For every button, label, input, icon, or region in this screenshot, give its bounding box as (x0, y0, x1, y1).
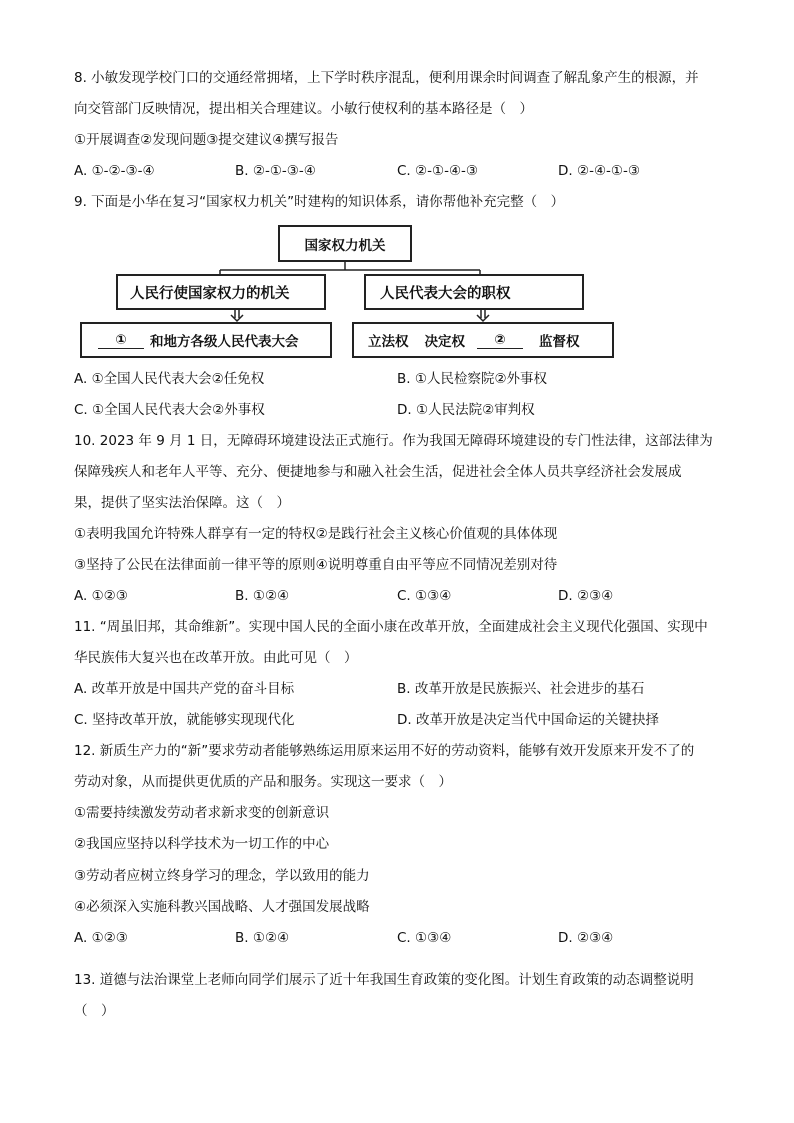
q13-stem-line2: （ ） (74, 1003, 115, 1019)
power-legislative: 立法权 (368, 334, 409, 350)
q10-option-c[interactable]: C. ①③④ (397, 588, 452, 604)
diagram-right-label: 人民代表大会的职权 (380, 285, 511, 302)
q9-option-a[interactable]: A. ①全国人民代表大会②任免权 (74, 371, 265, 387)
q11-option-b[interactable]: B. 改革开放是民族振兴、社会进步的基石 (397, 681, 645, 697)
q8-stem-line2: 向交管部门反映情况，提出相关合理建议。小敏行使权利的基本路径是（ ） (74, 101, 533, 117)
q8-option-c[interactable]: C. ②-①-④-③ (397, 163, 479, 179)
q10-items-line2: ③坚持了公民在法律面前一律平等的原则④说明尊重自由平等应不同情况差别对待 (74, 557, 558, 573)
q12-option-a[interactable]: A. ①②③ (74, 930, 128, 946)
q12-item-4: ④必须深入实施科教兴国战略、人才强国发展战略 (74, 899, 370, 915)
diagram-top-box (278, 225, 412, 262)
knowledge-diagram (70, 222, 630, 362)
q9-stem: 9. 下面是小华在复习“国家权力机关”时建构的知识体系，请你帮他补充完整（ ） (74, 194, 565, 210)
q10-stem-line2: 保障残疾人和老年人平等、充分、便捷地参与和融入社会生活，促进社会全体人员共享经济社会发展成 (74, 464, 682, 480)
q8-stem-line1: 8. 小敏发现学校门口的交通经常拥堵，上下学时秩序混乱，便利用课余时间调查了解乱象产生的根源，并 (74, 70, 699, 86)
q11-option-d[interactable]: D. 改革开放是决定当代中国命运的关键抉择 (397, 712, 659, 728)
q8-option-d[interactable]: D. ②-④-①-③ (558, 163, 641, 179)
blank-2: ② (477, 332, 523, 349)
diagram-bottom-left-box (80, 322, 332, 358)
q11-option-a[interactable]: A. 改革开放是中国共产党的奋斗目标 (74, 681, 295, 697)
q12-option-d[interactable]: D. ②③④ (558, 930, 614, 946)
q8-items: ①开展调查②发现问题③提交建议④撰写报告 (74, 132, 339, 148)
q12-option-b[interactable]: B. ①②④ (235, 930, 290, 946)
q10-option-a[interactable]: A. ①②③ (74, 588, 128, 604)
q9-option-d[interactable]: D. ①人民法院②审判权 (397, 402, 535, 418)
q11-option-c[interactable]: C. 坚持改革开放，就能够实现现代化 (74, 712, 295, 728)
q9-option-c[interactable]: C. ①全国人民代表大会②外事权 (74, 402, 265, 418)
q10-option-d[interactable]: D. ②③④ (558, 588, 614, 604)
q10-stem-line1: 10. 2023 年 9 月 1 日，无障碍环境建设法正式施行。作为我国无障碍环境建设的专门性法律，这部法律为 (74, 433, 713, 449)
q12-item-2: ②我国应坚持以科学技术为一切工作的中心 (74, 836, 330, 852)
power-supervision: 监督权 (539, 334, 580, 350)
q10-option-b[interactable]: B. ①②④ (235, 588, 290, 604)
q12-stem-line1: 12. 新质生产力的“新”要求劳动者能够熟练运用原来运用不好的劳动资料，能够有效开发原来开发不了的 (74, 743, 695, 759)
q11-stem-line2: 华民族伟大复兴也在改革开放。由此可见（ ） (74, 650, 358, 666)
diagram-left-label: 人民行使国家权力的机关 (130, 285, 290, 302)
q10-stem-line3: 果，提供了坚实法治保障。这（ ） (74, 495, 290, 511)
q9-option-b[interactable]: B. ①人民检察院②外事权 (397, 371, 548, 387)
q8-option-b[interactable]: B. ②-①-③-④ (235, 163, 316, 179)
diagram-bottom-left-text: 和地方各级人民代表大会 (150, 334, 299, 350)
diagram-left-box (116, 274, 326, 310)
q12-item-1: ①需要持续激发劳动者求新求变的创新意识 (74, 805, 330, 821)
blank-1: ① (98, 332, 144, 349)
power-decision: 决定权 (424, 334, 465, 350)
q12-stem-line2: 劳动对象，从而提供更优质的产品和服务。实现这一要求（ ） (74, 774, 452, 790)
q8-option-a[interactable]: A. ①-②-③-④ (74, 163, 155, 179)
diagram-bottom-right-box (352, 322, 614, 358)
q11-stem-line1: 11. “周虽旧邦，其命维新”。实现中国人民的全面小康在改革开放，全面建成社会主义现代化强国、实现中 (74, 619, 708, 635)
q10-items-line1: ①表明我国允许特殊人群享有一定的特权②是践行社会主义核心价值观的具体体现 (74, 526, 558, 542)
diagram-top-label: 国家权力机关 (304, 237, 386, 254)
diagram-right-box (364, 274, 584, 310)
q12-item-3: ③劳动者应树立终身学习的理念，学以致用的能力 (74, 868, 370, 884)
q12-option-c[interactable]: C. ①③④ (397, 930, 452, 946)
q13-stem-line1: 13. 道德与法治课堂上老师向同学们展示了近十年我国生育政策的变化图。计划生育政策的动态调整说明 (74, 972, 694, 988)
